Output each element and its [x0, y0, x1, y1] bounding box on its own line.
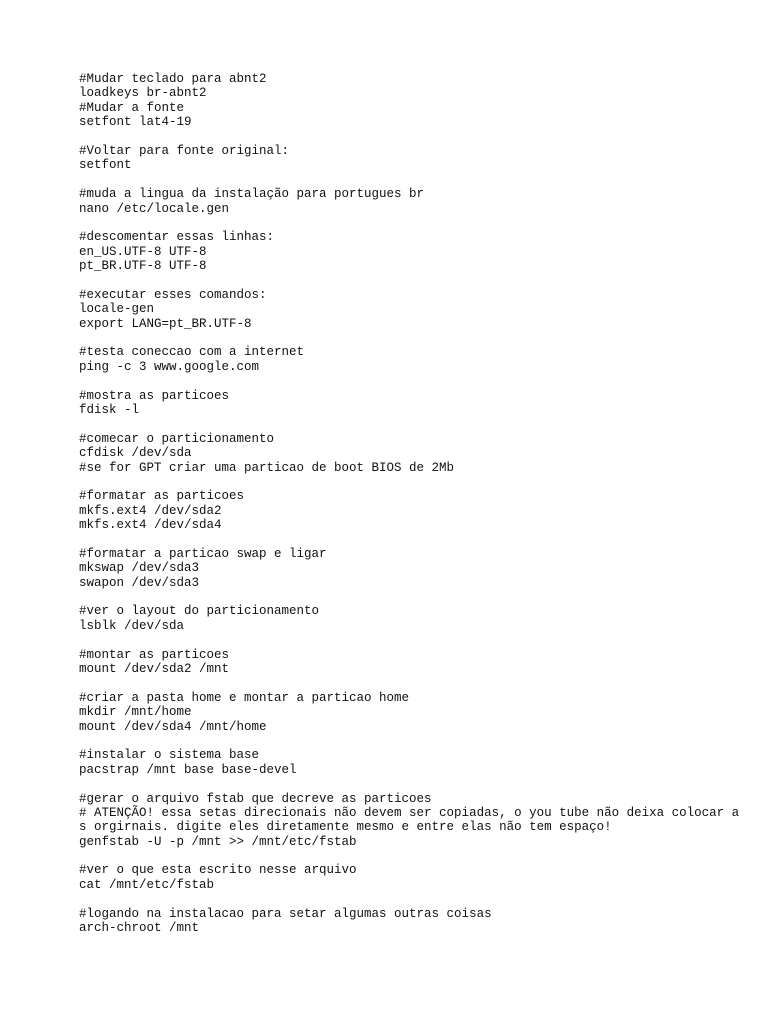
- command-line: loadkeys br-abnt2: [79, 86, 207, 101]
- text-section: [79, 604, 759, 633]
- command-line: pt_BR.UTF-8 UTF-8: [79, 259, 207, 274]
- comment-line: #testa coneccao com a internet: [79, 345, 305, 360]
- text-section: [79, 792, 759, 850]
- comment-line: #muda a lingua da instalação para portugues br: [79, 187, 425, 202]
- text-section: [79, 547, 759, 590]
- command-line: cfdisk /dev/sda: [79, 446, 192, 461]
- command-line: mkdir /mnt/home: [79, 705, 192, 720]
- command-line: ping -c 3 www.google.com: [79, 359, 260, 374]
- text-section: [79, 288, 759, 331]
- comment-line: #ver o que esta escrito nesse arquivo: [79, 863, 357, 878]
- comment-line: #ver o layout do particionamento: [79, 604, 320, 619]
- comment-line: #comecar o particionamento: [79, 431, 275, 446]
- command-line: mkfs.ext4 /dev/sda2: [79, 503, 222, 518]
- comment-line: #Mudar a fonte: [79, 100, 185, 115]
- command-line: mkswap /dev/sda3: [79, 561, 200, 576]
- text-section: [79, 489, 759, 532]
- command-line: setfont lat4-19: [79, 115, 192, 130]
- comment-line: #executar esses comandos:: [79, 287, 267, 302]
- command-line: cat /mnt/etc/fstab: [79, 877, 215, 892]
- text-section: [79, 345, 759, 374]
- text-section: [79, 648, 759, 677]
- text-section: [79, 432, 759, 475]
- comment-line: # ATENÇÃO! essa setas direcionais não devem ser copiadas, o you tube não deixa colocar a: [79, 805, 740, 820]
- comment-line: #instalar o sistema base: [79, 748, 260, 763]
- command-line: genfstab -U -p /mnt >> /mnt/etc/fstab: [79, 834, 357, 849]
- comment-line: #mostra as particoes: [79, 388, 230, 403]
- document-body: [79, 72, 759, 950]
- comment-line: #montar as particoes: [79, 647, 230, 662]
- text-section: [79, 907, 759, 936]
- comment-line: #formatar as particoes: [79, 489, 245, 504]
- comment-line: #descomentar essas linhas:: [79, 230, 275, 245]
- text-section: [79, 187, 759, 216]
- command-line: swapon /dev/sda3: [79, 575, 200, 590]
- command-line: en_US.UTF-8 UTF-8: [79, 244, 207, 259]
- text-section: [79, 863, 759, 892]
- command-line: export LANG=pt_BR.UTF-8: [79, 316, 252, 331]
- comment-line: #logando na instalacao para setar algumas outras coisas: [79, 906, 492, 921]
- comment-line: #Voltar para fonte original:: [79, 143, 290, 158]
- comment-line: #Mudar teclado para abnt2: [79, 72, 267, 86]
- command-line: mount /dev/sda4 /mnt/home: [79, 719, 267, 734]
- text-section: [79, 748, 759, 777]
- command-line: s orgirnais. digite eles diretamente mesmo e entre elas não tem espaço!: [79, 820, 612, 835]
- command-line: lsblk /dev/sda: [79, 618, 185, 633]
- command-line: nano /etc/locale.gen: [79, 201, 230, 216]
- text-section: [79, 144, 759, 173]
- command-line: pacstrap /mnt base base-devel: [79, 762, 297, 777]
- comment-line: #gerar o arquivo fstab que decreve as particoes: [79, 791, 432, 806]
- command-line: setfont: [79, 158, 132, 173]
- command-line: fdisk -l: [79, 402, 140, 417]
- comment-line: #se for GPT criar uma particao de boot BIOS de 2Mb: [79, 460, 455, 475]
- text-section: [79, 230, 759, 273]
- comment-line: #formatar a particao swap e ligar: [79, 546, 327, 561]
- text-section: [79, 691, 759, 734]
- command-line: mkfs.ext4 /dev/sda4: [79, 518, 222, 533]
- comment-line: #criar a pasta home e montar a particao home: [79, 690, 410, 705]
- command-line: arch-chroot /mnt: [79, 921, 200, 936]
- command-line: locale-gen: [79, 302, 155, 317]
- text-section: [79, 389, 759, 418]
- text-section: [79, 72, 759, 130]
- command-line: mount /dev/sda2 /mnt: [79, 662, 230, 677]
